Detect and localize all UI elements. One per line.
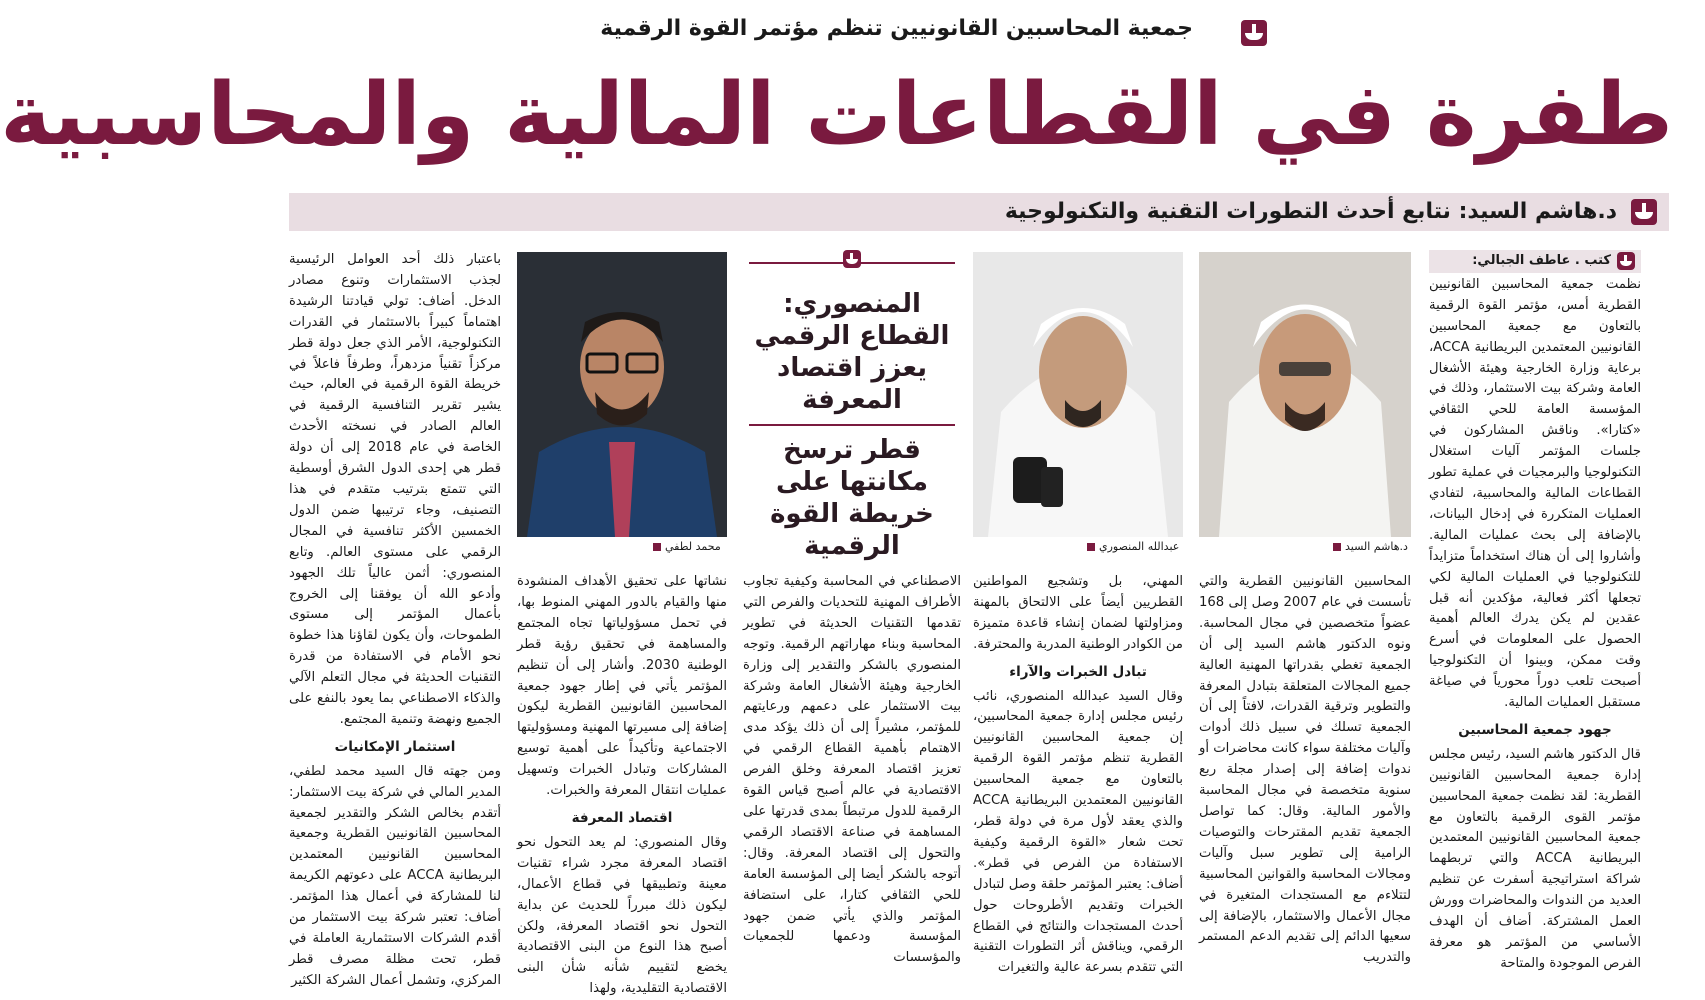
photo-hashem-alsayed	[1199, 252, 1411, 537]
pull-quote-line: المعرفة	[802, 385, 902, 415]
pull-quote-separator	[749, 424, 955, 426]
article-column-5	[517, 572, 727, 997]
pull-quote-line: خريطة القوة	[770, 499, 934, 529]
section-heading: استثمار الإمكانيات	[334, 738, 456, 755]
pull-quote-line: المنصوري:	[783, 289, 921, 319]
pull-quote-box	[743, 252, 961, 561]
photo-caption	[1087, 540, 1179, 553]
kicker-headline: جمعية المحاسبين القانونيين تنظم مؤتمر القوة الرقمية	[600, 16, 1193, 41]
portrait-image	[1199, 252, 1411, 537]
byline	[1429, 250, 1641, 273]
caption-marker-icon	[1087, 543, 1095, 551]
newspaper-logo-icon	[1631, 199, 1657, 225]
caption-text: محمد لطفي	[665, 540, 721, 553]
caption-text: د.هاشم السيد	[1345, 540, 1408, 553]
photo-caption	[1333, 540, 1408, 553]
portrait-image	[517, 252, 727, 537]
pull-quote-line: قطر ترسخ	[783, 435, 921, 465]
article-column-4	[743, 572, 961, 968]
column-text: نظمت جمعية المحاسبين القانونيين القطرية أمس، مؤتمر القوة الرقمية بالتعاون مع جمعية المحاسبين القانونيين المعتمدين البريطانية ACCA، برعاية وزارة الخارجية وهيئة الأشغال العامة وشركة بيت الاستثمار، وذلك في المؤسسة العامة للحي الثقافي «كتارا». وناقش المشاركون في جلسات المؤتمر آليات استغلال التكنولوجيا والبرمجيات في عملية تطور القطاعات المالية والمحاسبية، لتفادي العمليات المتكررة في إدخال البيانات، بالإضافة إلى بحث عمليات المالية. وأشاروا إلى أن هناك استخداماً متزايداً للتكنولوجيا في العمليات المالية لكي تجعلها أكثر فعالية، مؤكدين أنه قبل عقدين لم يكن يدرك العالم أهمية الحصول على المعلومات في أسرع وقت ممكن، وبينوا أن التكنولوجيا أصبحت تلعب دوراً محورياً في صياغة مستقبل العمليات المالية.	[1429, 276, 1641, 711]
column-text: المحاسبين القانونيين القطرية والتي تأسست في عام 2007 وصل إلى 168 عضواً متخصصين في مجال المحاسبة. ونوه الدكتور هاشم السيد إلى أن الجمعية تغطي بقدراتها المهنية العالية جميع المجالات المتعلقة بتبادل المعرفة والتطوير وترقية القدرات، لافتاً إلى أن الجمعية تسلك في سبيل ذلك أدوات وآليات مختلفة سواء كانت محاضرات أو ندوات إضافة إلى إصدار مجلة ربع سنوية متخصصة في مجال المحاسبة والأمور المالية. وقال: كما تواصل الجمعية تقديم المقترحات والتوصيات الرامية إلى تطوير سبل وآليات ومجالات المحاسبة والقوانين المحاسبية لتتلاءم مع المستجدات المتغيرة في مجال الأعمال والاستثمار، بالإضافة إلى سعيها الدائم إلى تقديم الدعم المستمر والتدريب	[1199, 574, 1411, 966]
subhead: د.هاشم السيد: نتابع أحدث التطورات التقنية والتكنولوجية	[1004, 199, 1617, 224]
article-column-2	[1199, 572, 1411, 968]
main-headline: طفرة في القطاعات المالية والمحاسبية	[0, 65, 1673, 165]
column-text: الاصطناعي في المحاسبة وكيفية تجاوب الأطراف المهنية للتحديات والفرص التي تقدمها التقنيات الحديثة في تطوير المحاسبة وبناء مهاراتهم الرقمية. وتوجه المنصوري بالشكر والتقدير إلى وزارة الخارجية وهيئة الأشغال العامة وشركة بيت الاستثمار على دعمهم ورعايتهم للمؤتمر، مشيراً إلى أن ذلك يؤكد مدى الاهتمام بأهمية القطاع الرقمي في تعزيز اقتصاد المعرفة وخلق الفرص الاقتصادية في عالم أصبح قياس القوة الرقمية للدول مرتبطاً بمدى قدرتها على المساهمة في صناعة الاقتصاد الرقمي والتحول إلى اقتصاد المعرفة. وقال: أتوجه بالشكر أيضا إلى المؤسسة العامة للحي الثقافي كتارا، على استضافة المؤتمر والذي يأتي ضمن جهود المؤسسة ودعمها للجمعيات والمؤسسات	[743, 574, 961, 966]
section-heading: اقتصاد المعرفة	[571, 809, 673, 826]
newspaper-logo-icon	[1617, 252, 1635, 270]
pull-quote-line: الرقمية	[804, 531, 900, 561]
column-text: وقال السيد عبدالله المنصوري، نائب رئيس مجلس إدارة جمعية المحاسبين، إن جمعية المحاسبين القانونيين القطرية تنظم مؤتمر القوة الرقمية بالتعاون مع جمعية المحاسبين القانونيين المعتمدين البريطانية ACCA والذي يعقد لأول مرة في دولة قطر، تحت شعار «القوة الرقمية وكيفية الاستفادة من الفرص في قطر». أضاف: يعتبر المؤتمر حلقة وصل لتبادل الخبرات وتقديم الأطروحات حول أحدث المستجدات والنتائج في القطاع الرقمي، ويناقش أثر التطورات التقنية التي تتقدم بسرعة عالية والتغيرات	[973, 688, 1183, 976]
column-text: باعتبار ذلك أحد العوامل الرئيسية لجذب الاستثمارات وتنوع مصادر الدخل. أضاف: تولي قيادتنا الرشيدة اهتماماً كبيراً بالاستثمار في القدرات التكنولوجية، الأمر الذي جعل دولة قطر مركزاً تقنياً مزدهراً، وطرفاً فاعلاً في خريطة القوة الرقمية في العالم، حيث يشير تقرير التنافسية الرقمية في العالم الصادر في نسخته الأحدث الخاصة في عام 2018 إلى أن دولة قطر هي إحدى الدول الشرق أوسطية التي تتمتع بترتيب متقدم في هذا التصنيف، وجاء ترتيبها ضمن الدول الخمسين الأكثر تنافسية في المجال الرقمي على مستوى العالم. وتابع المنصوري: أثمن عالياً تلك الجهود وأدعو الله أن يوفقنا إلى الخروج بأعمال المؤتمر إلى مستوى الطموحات، وأن يكون لقاؤنا هذا خطوة نحو الأمام في الاستفادة من قدرة التقنيات الحديثة في مجال التعلم الآلي والذكاء الاصطناعي بما يعود بالنفع على الجميع ونهضة وتنمية المجتمع.	[289, 252, 501, 727]
column-text: ومن جهته قال السيد محمد لطفي، المدير المالي في شركة بيت الاستثمار: أتقدم بخالص الشكر والتقدير لجمعية المحاسبين القانونيين القطرية وجمعية المحاسبين القانونيين المعتمدين البريطانية ACCA على دعوتهم الكريمة لنا للمشاركة في أعمال هذا المؤتمر. أضاف: تعتبر شركة بيت الاستثمار من أقدم الشركات الاستثمارية العاملة في قطر، تحت مظلة مصرف قطر المركزي، وتشمل أعمال الشركة الكثير	[289, 763, 501, 988]
section-heading: تبادل الخبرات والآراء	[1009, 663, 1147, 680]
byline-text: كتب . عاطف الجبالي:	[1472, 253, 1611, 268]
column-text: قال الدكتور هاشم السيد، رئيس مجلس إدارة جمعية المحاسبين القانونيين القطرية: لقد نظمت جمعية المحاسبين مؤتمر القوى الرقمية بالتعاون مع جمعية المحاسبين القانونيين المعتمدين البريطانية ACCA والتي تربطهما شراكة استراتيجية أسفرت عن تنظيم العديد من الندوات والمحاضرات وورش العمل المشتركة. أضاف أن الهدف الأساسي من المؤتمر هو معرفة الفرص الموجودة والمتاحة	[1429, 746, 1642, 971]
subhead-bar	[289, 193, 1669, 231]
newspaper-logo-icon	[843, 250, 861, 268]
article-column-6	[289, 250, 501, 988]
column-text: نشاتها على تحقيق الأهداف المنشودة منها والقيام بالدور المهني المنوط بها، في تحمل مسؤولياتها تجاه المجتمع والمساهمة في تحقيق رؤية قطر الوطنية 2030. وأشار إلى أن تنظيم المؤتمر يأتي في إطار جهود جمعية المحاسبين القانونيين القطرية ليكون إضافة إلى مسيرتها المهنية ومسؤوليتها الاجتماعية وتأكيداً على أهمية توسيع المشاركات وتبادل الخبرات وتسهيل عمليات انتقال المعرفة والخبرات.	[517, 574, 727, 799]
article-column-1	[1429, 250, 1642, 971]
caption-text: عبدالله المنصوري	[1099, 540, 1180, 553]
caption-marker-icon	[653, 543, 661, 551]
section-heading: جهود جمعية المحاسبين	[1458, 721, 1612, 738]
newspaper-logo-icon	[1241, 20, 1267, 46]
pull-quote-line: القطاع الرقمي	[754, 321, 950, 351]
photo-mohammed-lotfi	[517, 252, 727, 537]
column-text: المهني، بل وتشجيع المواطنين القطريين أيضاً على الالتحاق بالمهنة ومزاولتها لضمان إنشاء قاعدة متميزة من الكوادر الوطنية المدربة والمحترفة.	[973, 574, 1183, 652]
photo-caption	[653, 540, 721, 553]
article-column-3	[973, 572, 1183, 976]
pull-quote-line: مكانتها على	[775, 467, 928, 497]
portrait-image	[973, 252, 1183, 537]
photo-abdullah-almansouri	[973, 252, 1183, 537]
caption-marker-icon	[1333, 543, 1341, 551]
pull-quote-line: يعزز اقتصاد	[777, 353, 927, 383]
column-text: وقال المنصوري: لم يعد التحول نحو اقتصاد المعرفة مجرد شراء تقنيات معينة وتطبيقها في قطاع الأعمال، ليكون ذلك مبرراً للحديث عن بداية التحول نحو اقتصاد المعرفة، ولكن أصبح هذا النوع من البنى الاقتصادية يخضع لتقييم شأنه شأن البنى الاقتصادية التقليدية، ولهذا	[517, 834, 727, 997]
